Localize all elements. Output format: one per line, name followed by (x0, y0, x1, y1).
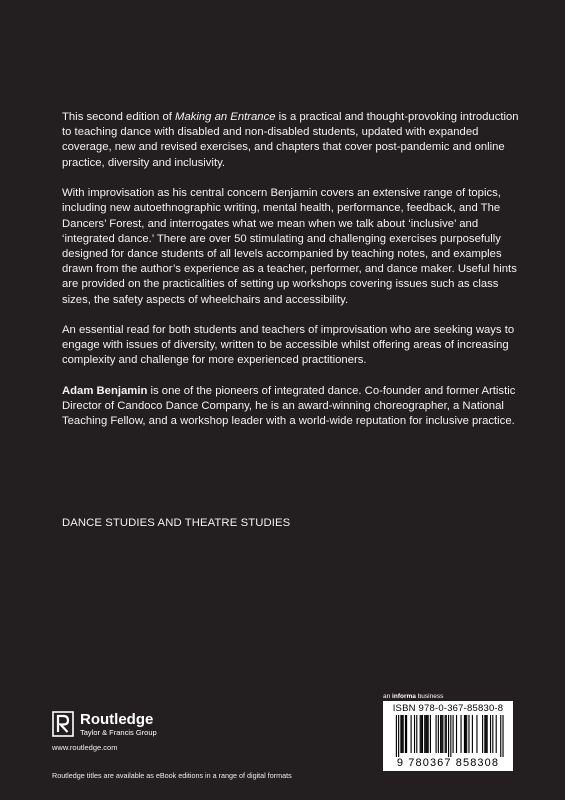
barcode-bar (490, 715, 491, 753)
barcode-bar (403, 715, 404, 753)
barcode-bar (406, 715, 407, 753)
barcode-bar (430, 715, 431, 753)
barcode-bar (428, 715, 429, 753)
barcode-bar (440, 715, 441, 753)
publisher-logo (52, 711, 157, 737)
routledge-r-icon (52, 711, 74, 737)
barcode-bar (405, 715, 406, 753)
barcode-bar (482, 715, 483, 753)
informa-brand: informa (392, 693, 416, 700)
barcode-bar (436, 715, 437, 753)
ebook-note: Routledge titles are available as eBook editions in a range of digital formats (52, 771, 292, 780)
barcode-bar (421, 715, 422, 753)
isbn-label: ISBN 978-0-367-85830-8 (392, 703, 504, 714)
subject-category: DANCE STUDIES AND THEATRE STUDIES (62, 517, 291, 529)
barcode-bar (500, 715, 501, 757)
barcode-bar (401, 715, 402, 753)
author-bio (62, 384, 520, 430)
barcode-bar (464, 715, 465, 753)
barcode-bar (438, 715, 439, 753)
barcode-bar (502, 715, 503, 757)
barcode-bar (468, 715, 469, 753)
isbn-barcode (383, 701, 513, 771)
barcode-bar (400, 715, 401, 753)
barcode-bar (426, 715, 427, 753)
barcode-bar (496, 715, 497, 753)
barcode-bar (484, 715, 485, 753)
blurb-paragraph-intro (62, 110, 520, 171)
barcode-bar (466, 715, 467, 753)
intro-text-cont: is a practical and thought-provoking introduction to teaching dance with disabled and non-disabled students, updated with expanded coverage, new and revised exercises, and chapters that cover post-pandemic and online practice, diversity and inclusivity. (62, 111, 519, 169)
isbn-digits: 9 780367 858308 (396, 757, 500, 769)
barcode-bar (442, 715, 443, 753)
barcode-bar (398, 715, 399, 757)
barcode-bar (422, 715, 423, 753)
book-title: Making an Entrance (175, 111, 276, 123)
barcode-bar (453, 715, 454, 753)
publisher-url: www.routledge.com (52, 743, 118, 752)
author-name: Adam Benjamin (62, 384, 148, 397)
barcode-bar (472, 715, 473, 753)
publisher-name: Routledge (80, 710, 154, 728)
barcode-bar (485, 715, 486, 753)
barcode-bar (446, 715, 447, 753)
barcode-bar (414, 715, 415, 753)
barcode-bar (441, 715, 442, 753)
blurb-paragraph-topics: With improvisation as his central concern Benjamin covers an extensive range of topics, including new autoethnographic writing, mental health, performance, feedback, and The Dancers’ Forest, and interrogates what we mean when we talk about ‘inclusive’ and ‘integrated dance.’ There are over 50 stimulating and challenging exercises purposefully designed for dance students of all levels accompanied by teaching notes, and examples drawn from the author’s experience as a teacher, performer, and dance maker. Useful hints are provided on the practicalities of setting up workshops covering issues such as class sizes, the safety aspects of wheelchairs and accessibility. (62, 187, 517, 306)
barcode-bar (448, 715, 449, 757)
barcode-bar (445, 715, 446, 753)
barcode-bar (396, 715, 397, 757)
barcode-bar (416, 715, 417, 753)
barcode-bar (465, 715, 466, 753)
informa-prefix: an (383, 693, 393, 700)
barcode-bar (450, 715, 451, 757)
informa-suffix: business (415, 693, 444, 700)
barcode-bar (476, 715, 477, 753)
publisher-group: Taylor & Francis Group (80, 727, 157, 737)
author-bio-text: is one of the pioneers of integrated dance. Co-founder and former Artistic Director of Candoco Dance Company, he is an award-winning choreographer, a National Teaching Fellow, and a workshop leader with a world-wide reputation for inclusive practice. (62, 384, 516, 428)
barcode-bar (487, 715, 488, 753)
blurb-paragraph-audience: An essential read for both students and teachers of improvisation who are seeking ways to engage with issues of diversity, written to be accessible whilst offering areas of increasing complexity and challenge for more experienced practitioners. (62, 324, 515, 367)
barcode-bar (460, 715, 461, 753)
barcode-bar (424, 715, 425, 753)
back-cover-blurb (62, 110, 520, 445)
barcode-bar (420, 715, 421, 753)
barcode-bar (456, 715, 457, 753)
intro-text: This second edition of (62, 111, 176, 123)
informa-business-tag (383, 693, 443, 700)
barcode-bars (389, 715, 507, 757)
barcode-bar (411, 715, 412, 753)
barcode-bar (425, 715, 426, 753)
barcode-bar (492, 715, 493, 753)
